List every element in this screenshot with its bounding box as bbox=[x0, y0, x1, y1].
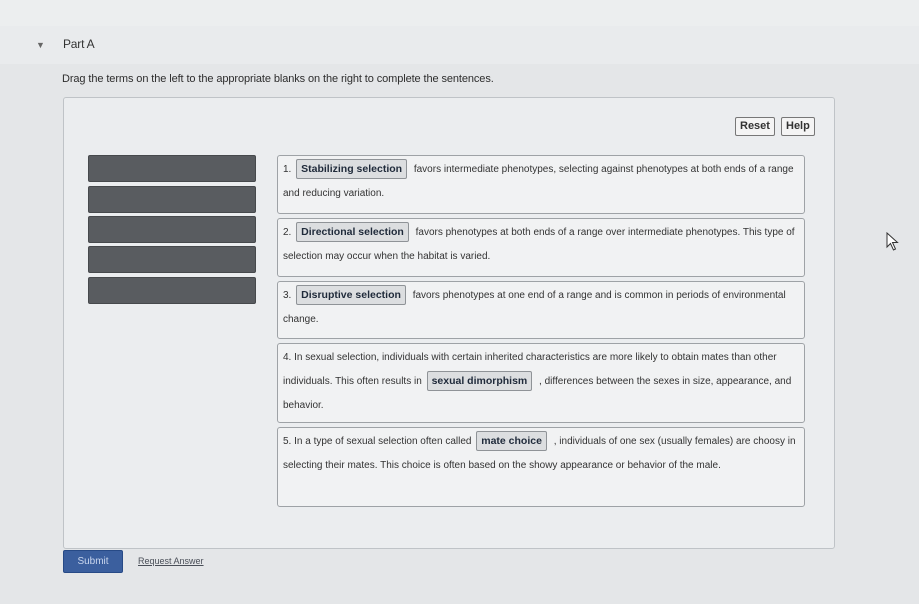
sentence-5 bbox=[277, 427, 805, 507]
mouse-pointer-icon bbox=[886, 232, 900, 252]
submit-button[interactable]: Submit bbox=[63, 550, 123, 573]
drop-zone-disruptive-selection[interactable]: Disruptive selection bbox=[296, 285, 406, 305]
term-bank-slot[interactable] bbox=[88, 216, 256, 243]
term-bank-slot[interactable] bbox=[88, 277, 256, 304]
drop-zone-mate-choice[interactable]: mate choice bbox=[476, 431, 547, 451]
part-header[interactable] bbox=[0, 26, 919, 64]
sentence-text: favors phenotypes at both ends of a range over intermediate phenotypes. This type of selection may occur when the habitat is varied. bbox=[283, 227, 795, 262]
sentence-number: 3. bbox=[283, 290, 292, 301]
drop-zone-sexual-dimorphism[interactable]: sexual dimorphism bbox=[427, 371, 533, 391]
sentence-number: 4. bbox=[283, 352, 292, 363]
sentence-1 bbox=[277, 155, 805, 214]
reset-button[interactable]: Reset bbox=[735, 117, 775, 136]
sentence-3 bbox=[277, 281, 805, 339]
sentence-text: favors intermediate phenotypes, selecting against phenotypes at both ends of a range and reducing variation. bbox=[283, 164, 794, 199]
drop-zone-directional-selection[interactable]: Directional selection bbox=[296, 222, 409, 242]
help-button[interactable]: Help bbox=[781, 117, 815, 136]
sentence-text: , differences between the sexes in size, appearance, and behavior. bbox=[283, 376, 792, 411]
sentence-text: favors phenotypes at one end of a range and is common in periods of environmental change. bbox=[283, 290, 786, 325]
term-bank-slot[interactable] bbox=[88, 246, 256, 273]
sentence-4 bbox=[277, 343, 805, 423]
sentence-number: 2. bbox=[283, 227, 292, 238]
term-bank-slot[interactable] bbox=[88, 155, 256, 182]
instructions: Drag the terms on the left to the appropriate blanks on the right to complete the sentences. bbox=[62, 73, 494, 85]
sentence-number: 5. bbox=[283, 436, 292, 447]
sentence-text: , individuals of one sex (usually females) are choosy in selecting their mates. This choice is often based on the showy appearance or behavior of the male. bbox=[283, 436, 796, 471]
sentence-2 bbox=[277, 218, 805, 277]
term-bank-slot[interactable] bbox=[88, 186, 256, 213]
request-answer-link[interactable]: Request Answer bbox=[138, 556, 204, 566]
sentence-text: In sexual selection, individuals with certain inherited characteristics are more likely to obtain mates than other individuals. This often results in bbox=[283, 352, 777, 387]
sentence-text: In a type of sexual selection often called bbox=[294, 436, 472, 447]
part-title: Part A bbox=[63, 37, 95, 51]
top-band bbox=[0, 0, 919, 27]
triangle-down-icon[interactable]: ▼ bbox=[36, 40, 45, 50]
drop-zone-stabilizing-selection[interactable]: Stabilizing selection bbox=[296, 159, 407, 179]
sentence-number: 1. bbox=[283, 164, 292, 175]
